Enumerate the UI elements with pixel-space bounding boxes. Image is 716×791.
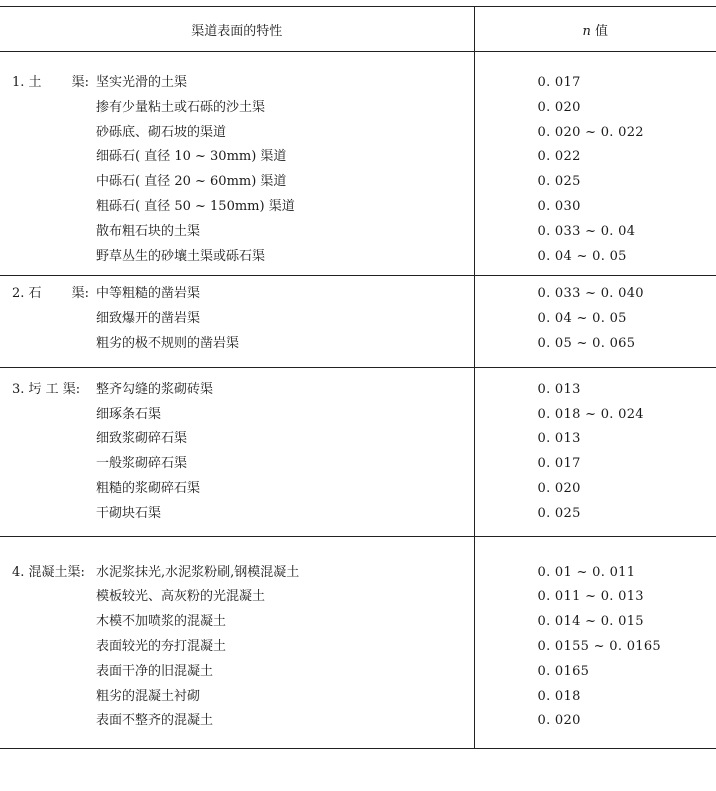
n-value: 0. 017	[537, 456, 581, 472]
n-value: 0. 013	[537, 381, 581, 397]
n-value: 0. 01 ~ 0. 011	[537, 564, 636, 580]
group-description-cell	[0, 367, 474, 536]
channel-description: 水泥浆抹光,水泥浆粉刷,钢模混凝土	[96, 564, 300, 580]
n-value: 0. 022	[537, 149, 581, 165]
channel-description: 掺有少量粘土或石砾的沙土渠	[96, 99, 266, 115]
category-line	[0, 378, 474, 403]
n-symbol: n	[582, 23, 591, 39]
category-label: 4. 混凝土渠:	[12, 564, 85, 580]
channel-description: 表面干净的旧混凝土	[96, 663, 214, 679]
channel-description: 细致浆砌碎石渠	[96, 431, 188, 447]
channel-description: 干砌块石渠	[96, 505, 162, 521]
channel-description: 细致爆开的凿岩渠	[96, 311, 201, 327]
group-value-cell	[474, 276, 716, 367]
category-line	[0, 561, 474, 586]
table-header-row	[0, 7, 716, 52]
channel-description: 砂砾底、砌石坡的渠道	[96, 124, 227, 140]
column-header-characteristics-label: 渠道表面的特性	[191, 23, 283, 39]
n-value: 0. 04 ~ 0. 05	[537, 311, 627, 327]
n-value: 0. 013	[537, 431, 581, 447]
n-value: 0. 025	[537, 505, 581, 521]
channel-description: 野草丛生的砂壤土渠或砾石渠	[96, 248, 266, 264]
group-row	[0, 52, 716, 276]
channel-description: 中等粗糙的凿岩渠	[96, 286, 201, 302]
group-row	[0, 276, 716, 367]
group-description-cell	[0, 52, 474, 276]
channel-description: 粗糙的浆砌碎石渠	[96, 480, 201, 496]
channel-description: 模板较光、高灰粉的光混凝土	[96, 589, 266, 605]
channel-description: 粗劣的混凝土衬砌	[96, 688, 201, 704]
group-value-cell	[474, 536, 716, 749]
n-value: 0. 018 ~ 0. 024	[537, 406, 644, 422]
group-value-cell	[474, 367, 716, 536]
category-line	[0, 71, 474, 96]
value-suffix: 值	[595, 23, 609, 39]
channel-description: 细砾石( 直径 10 ~ 30mm) 渠道	[96, 149, 287, 165]
n-value: 0. 0165	[537, 663, 590, 679]
category-label: 1. 土 渠:	[12, 75, 90, 90]
roughness-table-container	[0, 6, 716, 749]
group-description-cell	[0, 536, 474, 749]
n-value: 0. 020	[537, 713, 581, 729]
n-value: 0. 025	[537, 174, 581, 190]
channel-description: 粗劣的极不规则的凿岩渠	[96, 335, 240, 351]
n-value: 0. 011 ~ 0. 013	[537, 589, 644, 605]
n-value: 0. 020 ~ 0. 022	[537, 124, 644, 140]
n-value: 0. 033 ~ 0. 04	[537, 223, 636, 239]
n-value: 0. 033 ~ 0. 040	[537, 286, 644, 302]
table-body	[0, 52, 716, 749]
n-value: 0. 014 ~ 0. 015	[537, 614, 644, 630]
category-label: 2. 石 渠:	[12, 286, 90, 302]
channel-description: 表面不整齐的混凝土	[96, 713, 214, 729]
group-row	[0, 367, 716, 536]
n-value: 0. 018	[537, 688, 581, 704]
n-value: 0. 0155 ~ 0. 0165	[537, 638, 661, 654]
n-value: 0. 020	[537, 480, 581, 496]
column-header-n-value	[474, 7, 716, 52]
channel-description: 木模不加喷浆的混凝土	[96, 614, 227, 630]
group-row	[0, 536, 716, 749]
channel-description: 表面较光的夯打混凝土	[96, 638, 227, 654]
category-label: 3. 圬 工 渠:	[12, 381, 81, 397]
category-line	[0, 282, 474, 307]
channel-description: 整齐勾缝的浆砌砖渠	[96, 381, 214, 397]
channel-description: 中砾石( 直径 20 ~ 60mm) 渠道	[96, 174, 287, 190]
column-header-characteristics	[0, 7, 474, 52]
group-description-cell	[0, 276, 474, 367]
n-value: 0. 05 ~ 0. 065	[537, 335, 636, 351]
channel-description: 粗砾石( 直径 50 ~ 150mm) 渠道	[96, 198, 295, 214]
n-value: 0. 030	[537, 198, 581, 214]
channel-description: 坚实光滑的土渠	[96, 75, 188, 90]
n-value: 0. 04 ~ 0. 05	[537, 248, 627, 264]
n-value: 0. 020	[537, 99, 581, 115]
group-value-cell	[474, 52, 716, 276]
channel-description: 细琢条石渠	[96, 406, 162, 422]
n-value: 0. 017	[537, 75, 581, 90]
roughness-table	[0, 6, 716, 749]
channel-description: 散布粗石块的土渠	[96, 223, 201, 239]
channel-description: 一般浆砌碎石渠	[96, 456, 188, 472]
